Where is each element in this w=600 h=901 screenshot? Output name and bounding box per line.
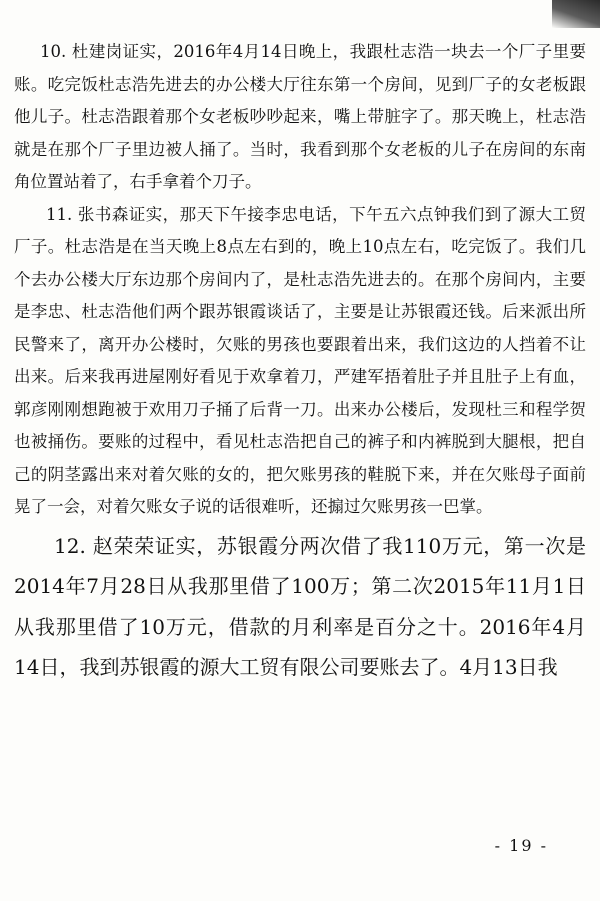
testimony-paragraph-10: 10. 杜建岗证实，2016年4月14日晚上，我跟杜志浩一块去一个厂子里要账。吃完饭杜志浩先进去的办公楼大厅往东第一个房间，见到厂子的女老板跟他儿子。杜志浩跟着那个女老板吵吵起来，嘴上带脏字了。那天晚上，杜志浩就是在那个厂子里边被人捅了。当时，我看到那个女老板的儿子在房间的东南角位置站着了，右手拿着个刀子。 (14, 42, 586, 191)
document-body (14, 36, 586, 688)
testimony-paragraph-11: 11. 张书森证实，那天下午接李忠电话，下午五六点钟我们到了源大工贸厂子。杜志浩是在当天晚上8点左右到的，晚上10点左右，吃完饭了。我们几个去办公楼大厅东边那个房间内了，是杜志浩先进去的。在那个房间内，主要是李忠、杜志浩他们两个跟苏银霞谈话了，主要是让苏银霞还钱。后来派出所民警来了，离开办公楼时，欠账的男孩也要跟着出来，我们这边的人挡着不让出来。后来我再进屋刚好看见于欢拿着刀，严建军捂着肚子并且肚子上有血，郭彦刚刚想跑被于欢用刀子捅了后背一刀。出来办公楼后，发现杜三和程学贺也被捅伤。要账的过程中，看见杜志浩把自己的裤子和内裤脱到大腿根，把自己的阴茎露出来对着欠账的女的，把欠账男孩的鞋脱下来，并在欠账母子面前晃了一会，对着欠账女子说的话很难听，还搧过欠账男孩一巴掌。 (14, 204, 586, 516)
page-number: - 19 - (494, 836, 548, 855)
testimony-paragraph-12: 12. 赵荣荣证实，苏银霞分两次借了我110万元，第一次是2014年7月28日从我那里借了100万；第二次2015年11月1日从我那里借了10万元，借款的月利率是百分之十。2016年4月14日，我到苏银霞的源大工贸有限公司要账去了。4月13日我 (14, 533, 586, 679)
scan-shadow-corner (552, 0, 600, 28)
